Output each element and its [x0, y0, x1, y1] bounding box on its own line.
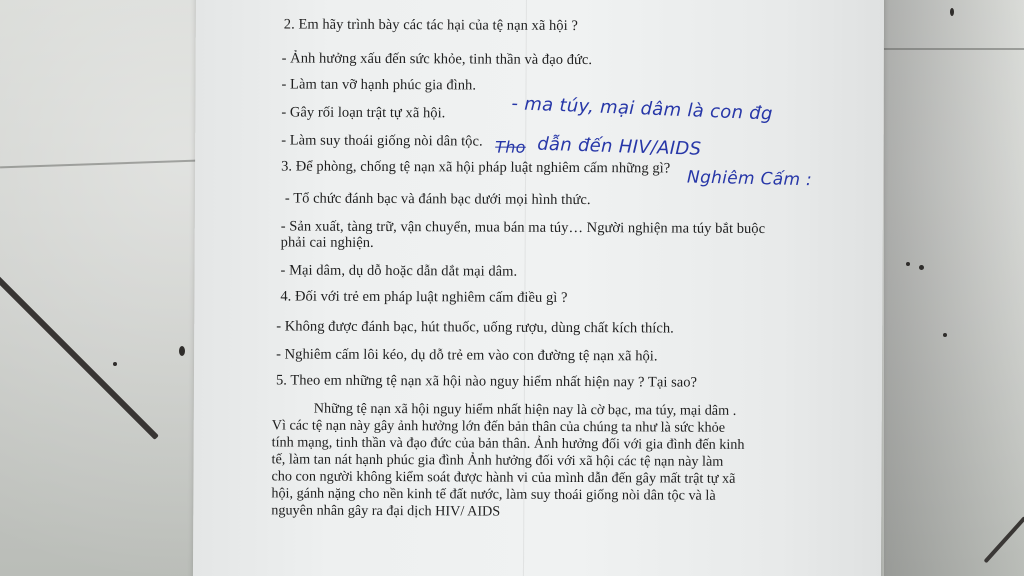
paragraph-line: tế, làm tan nát hạnh phúc gia đình Ảnh hưởng đối với xã hội các tệ nạn này làm [271, 451, 724, 470]
paragraph-line: nguyên nhân gây ra đại dịch HIV/ AIDS [271, 502, 501, 520]
handwritten-struck-word: Tho [495, 137, 526, 157]
answer-item: - Gây rối loạn trật tự xã hội. [281, 104, 446, 122]
answer-item: - Mại dâm, dụ dỗ hoặc dẫn dắt mại dâm. [280, 262, 518, 280]
answer-item: - Ảnh hưởng xấu đến sức khỏe, tinh thần và đạo đức. [281, 50, 593, 69]
paragraph-line: Vì các tệ nạn này gây ảnh hưởng lớn đến bản thân của chúng ta như là sức khỏe [271, 417, 726, 436]
handwritten-note: Nghiêm Cấm : [686, 167, 813, 191]
answer-item: - Không được đánh bạc, hút thuốc, uống rượu, dùng chất kích thích. [276, 318, 674, 337]
floor-speck [950, 8, 954, 16]
floor-speck [906, 262, 910, 266]
question-4: 4. Đối với trẻ em pháp luật nghiêm cấm điều gì ? [280, 288, 568, 306]
answer-item: phải cai nghiện. [280, 234, 374, 251]
answer-item: - Làm tan vỡ hạnh phúc gia đình. [281, 76, 477, 94]
question-2: 2. Em hãy trình bày các tác hại của tệ nạn xã hội ? [283, 16, 578, 34]
question-3: 3. Để phòng, chống tệ nạn xã hội pháp luật nghiêm cấm những gì? [281, 158, 671, 177]
handwritten-note: dẫn đến HIV/AIDS [536, 133, 702, 160]
answer-item: - Tổ chức đánh bạc và đánh bạc dưới mọi hình thức. [284, 190, 591, 209]
floor-crack [0, 259, 159, 440]
floor-speck [179, 346, 185, 356]
side-shadow [884, 0, 1024, 576]
tile-seam [0, 160, 196, 169]
floor-speck [113, 362, 117, 366]
floor-speck [943, 333, 947, 337]
paragraph-line: hội, gánh nặng cho nền kinh tế đất nước, làm suy thoái giống nòi dân tộc và là [271, 485, 716, 504]
paragraph-line: tính mạng, tinh thần và đạo đức của bản thân. Ảnh hưởng đối với gia đình đến kinh [271, 434, 745, 453]
paragraph-line: Những tệ nạn xã hội nguy hiểm nhất hiện nay là cờ bạc, ma túy, mại dâm . [313, 400, 737, 419]
answer-item: - Làm suy thoái giống nòi dân tộc. [281, 132, 483, 150]
paper-sheet [193, 0, 884, 576]
handwritten-note: - ma túy, mại dâm là con đg [511, 93, 774, 125]
floor-speck [919, 265, 924, 270]
question-5: 5. Theo em những tệ nạn xã hội nào nguy hiểm nhất hiện nay ? Tại sao? [275, 372, 698, 391]
paragraph-line: cho con người không kiểm soát được hành vi của mình dẫn đến gây mất trật tự xã [271, 468, 736, 487]
answer-item: - Sản xuất, tàng trữ, vận chuyển, mua bán ma túy… Người nghiện ma túy bắt buộc [280, 218, 766, 237]
answer-item: - Nghiêm cấm lôi kéo, dụ dỗ trẻ em vào con đường tệ nạn xã hội. [276, 346, 658, 365]
